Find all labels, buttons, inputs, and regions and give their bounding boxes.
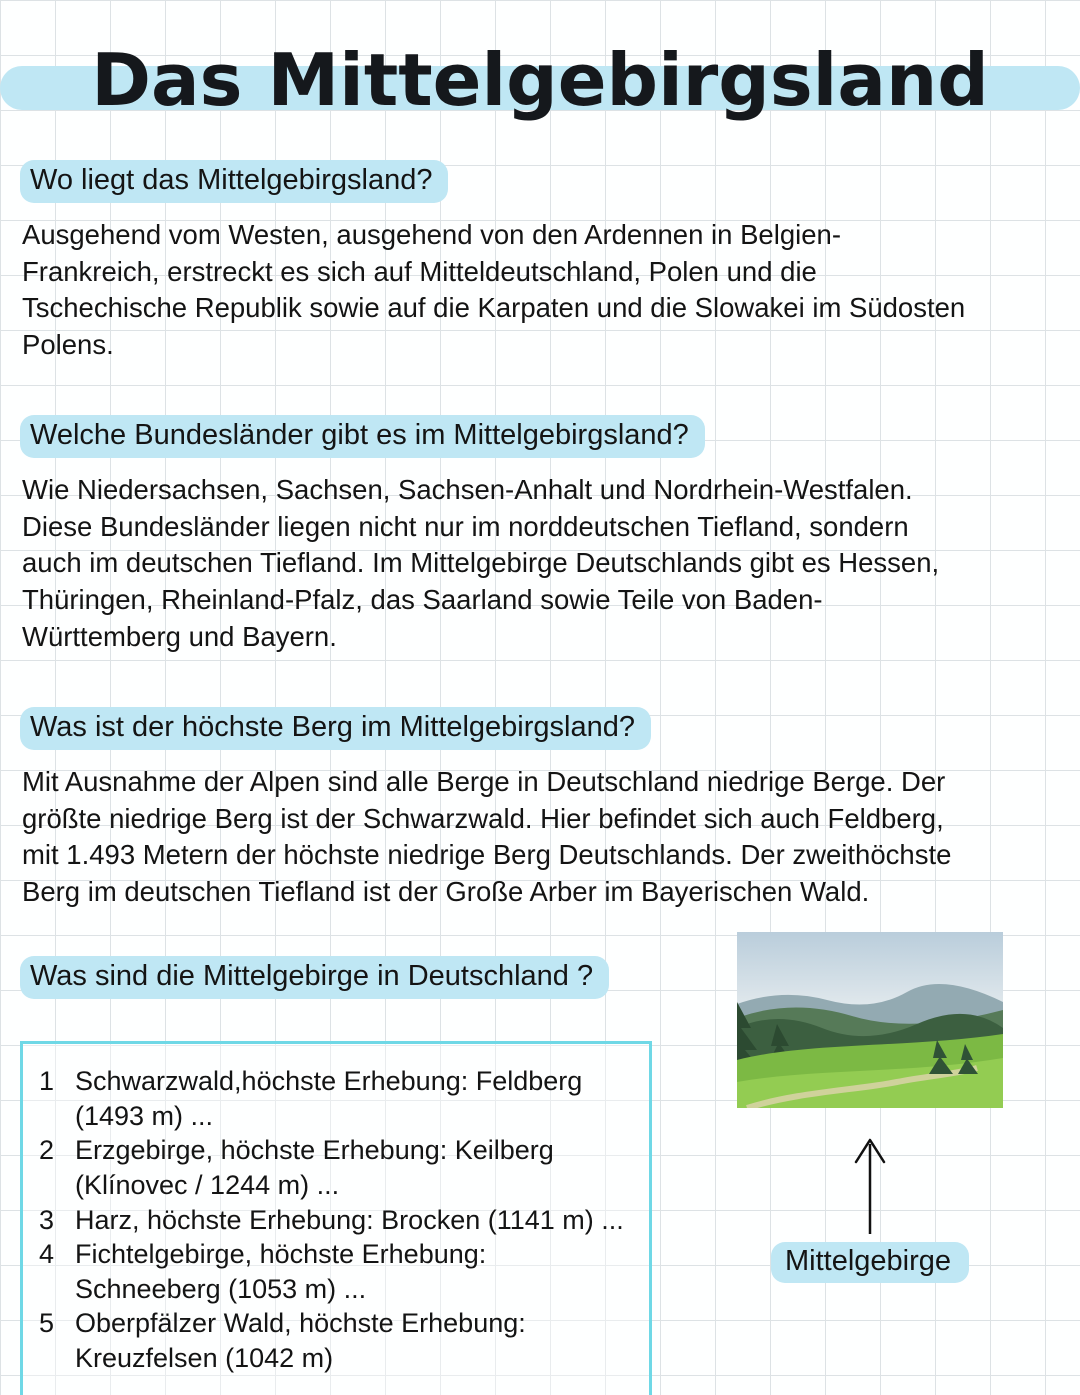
mountain-list-box xyxy=(20,1041,652,1395)
up-arrow-icon xyxy=(848,1130,892,1238)
title-block xyxy=(0,30,1080,130)
section-mittelgebirge-list xyxy=(20,956,1060,1395)
list-item xyxy=(39,1064,637,1133)
section-location xyxy=(20,160,1060,363)
mountain-list-column xyxy=(20,956,680,1395)
item-text: Oberpfälzer Wald, höchste Erhebung: Kreuzfelsen (1042 m) xyxy=(75,1308,526,1373)
figure-caption: Mittelgebirge xyxy=(771,1242,969,1283)
item-text: Schwarzwald,höchste Erhebung: Feldberg (1493 m) ... xyxy=(75,1066,583,1131)
list-item xyxy=(39,1203,637,1238)
landscape-photo xyxy=(737,932,1003,1108)
answer-paragraph: Ausgehend vom Westen, ausgehend von den Ardennen in Belgien-Frankreich, erstreckt es sich auf Mitteldeutschland, Polen und die Tschechische Republik sowie auf die Karpaten und die Slowakei im Südosten Polens. xyxy=(22,219,966,360)
question-heading: Was ist der höchste Berg im Mittelgebirgsland? xyxy=(20,707,651,750)
page-title: Das Mittelgebirgsland xyxy=(91,38,989,122)
list-item xyxy=(39,1133,637,1202)
answer-paragraph: Mit Ausnahme der Alpen sind alle Berge in Deutschland niedrige Berge. Der größte niedrige Berg ist der Schwarzwald. Hier befindet sich auch Feldberg, mit 1.493 Metern der höchste niedrige Berg Deutschlands. Der zweithöchste Berg im deutschen Tiefland ist der Große Arber im Bayerischen Wald. xyxy=(22,766,952,907)
item-number: 1 xyxy=(39,1066,55,1097)
item-number: 5 xyxy=(39,1308,55,1339)
figure-column xyxy=(680,932,1060,1283)
section-bundeslaender xyxy=(20,415,1060,655)
item-number: 3 xyxy=(39,1204,55,1235)
list-item xyxy=(39,1306,637,1375)
item-text: Harz, höchste Erhebung: Brocken (1141 m) ... xyxy=(75,1204,624,1235)
item-text: Erzgebirge, höchste Erhebung: Keilberg (Klínovec / 1244 m) ... xyxy=(75,1135,554,1200)
section-hoechster-berg xyxy=(20,707,1060,910)
question-heading: Welche Bundesländer gibt es im Mittelgebirgsland? xyxy=(20,415,705,458)
question-heading: Was sind die Mittelgebirge in Deutschland ? xyxy=(20,956,609,999)
item-text: Fichtelgebirge, höchste Erhebung: Schneeberg (1053 m) ... xyxy=(75,1239,487,1304)
answer-paragraph: Wie Niedersachsen, Sachsen, Sachsen-Anhalt und Nordrhein-Westfalen. Diese Bundesländer liegen nicht nur im norddeutschen Tiefland, sondern auch im deutschen Tiefland. Im Mittelgebirge Deutschlands gibt es Hessen, Thüringen, Rheinland-Pfalz, das Saarland sowie Teile von Baden-Württemberg und Bayern. xyxy=(22,474,940,652)
question-heading: Wo liegt das Mittelgebirgsland? xyxy=(20,160,448,203)
item-number: 4 xyxy=(39,1239,55,1270)
item-number: 2 xyxy=(39,1135,55,1166)
list-item xyxy=(39,1237,637,1306)
